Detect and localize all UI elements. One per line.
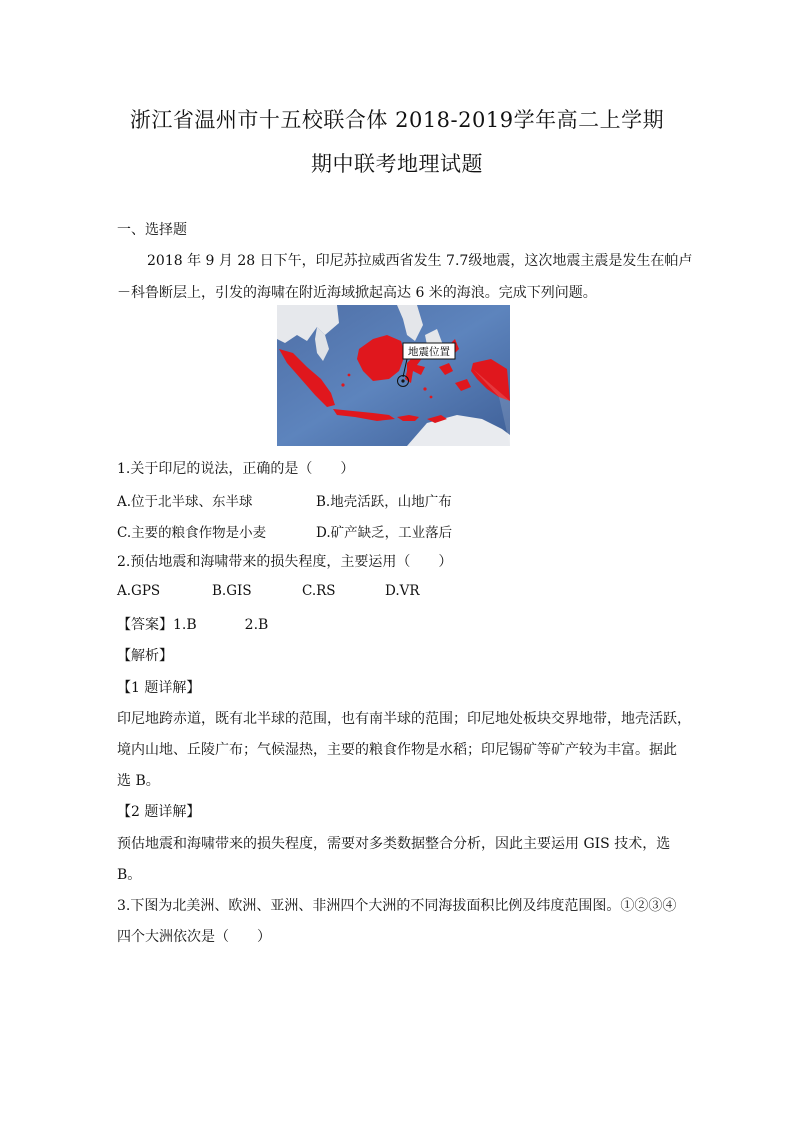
- question-1-stem: 1.关于印尼的说法，正确的是（ ）: [117, 461, 355, 477]
- question-3-line2: 四个大洲依次是（ ）: [117, 929, 271, 945]
- answer-label: 【答案】: [117, 617, 173, 633]
- detail-2-line1: 预估地震和海啸带来的损失程度，需要对多类数据整合分析，因此主要运用 GIS 技术，选: [117, 836, 671, 852]
- document-title-line1: 浙江省温州市十五校联合体 2018-2019学年高二上学期: [129, 108, 665, 132]
- answer-1: 1.B: [173, 617, 197, 633]
- intro-text-line2: －科鲁断层上，引发的海啸在附近海域掀起高达 6 米的海浪。完成下列问题。: [117, 285, 597, 301]
- detail-1-line2: 境内山地、丘陵广布；气候湿热，主要的粮食作物是水稻；印尼锡矿等矿产较为丰富。据此: [117, 742, 677, 758]
- question-2-option-d: D.VR: [385, 583, 420, 599]
- question-2-stem: 2.预估地震和海啸带来的损失程度，主要运用（ ）: [117, 554, 453, 570]
- detail-1-line3: 选 B。: [117, 773, 160, 789]
- question-2-option-b: B.GIS: [212, 583, 252, 599]
- question-1-option-b: B.地壳活跃，山地广布: [316, 494, 452, 510]
- question-3-line1: 3.下图为北美洲、欧洲、亚洲、非洲四个大洲的不同海拔面积比例及纬度范围图。①②③④: [117, 898, 677, 914]
- detail-1-heading: 【1 题详解】: [117, 680, 201, 696]
- document-title-line2: 期中联考地理试题: [311, 152, 483, 176]
- answer-2: 2.B: [244, 617, 269, 633]
- answer-row: [117, 614, 268, 634]
- question-2-option-a: A.GPS: [117, 583, 161, 599]
- question-1-option-a: A.位于北半球、东半球: [117, 494, 253, 510]
- question-1-option-c: C.主要的粮食作物是小麦: [117, 525, 267, 541]
- detail-1-line1: 印尼地跨赤道，既有北半球的范围，也有南半球的范围；印尼地处板块交界地带，地壳活跃，: [117, 711, 691, 727]
- indonesia-earthquake-map: [277, 305, 510, 446]
- map-graphic: [277, 305, 510, 446]
- section-heading: 一、选择题: [117, 222, 187, 238]
- detail-2-heading: 【2 题详解】: [117, 804, 201, 820]
- map-label-text: 地震位置: [408, 346, 450, 358]
- detail-2-line2: B。: [117, 867, 142, 883]
- analysis-heading: 【解析】: [117, 648, 173, 664]
- question-2-option-c: C.RS: [302, 583, 336, 599]
- epicenter-dot: [401, 379, 404, 382]
- question-1-option-d: D.矿产缺乏，工业落后: [316, 525, 453, 541]
- intro-text-line1: 2018 年 9 月 28 日下午，印尼苏拉威西省发生 7.7级地震，这次地震主震是发生在帕卢: [147, 253, 693, 269]
